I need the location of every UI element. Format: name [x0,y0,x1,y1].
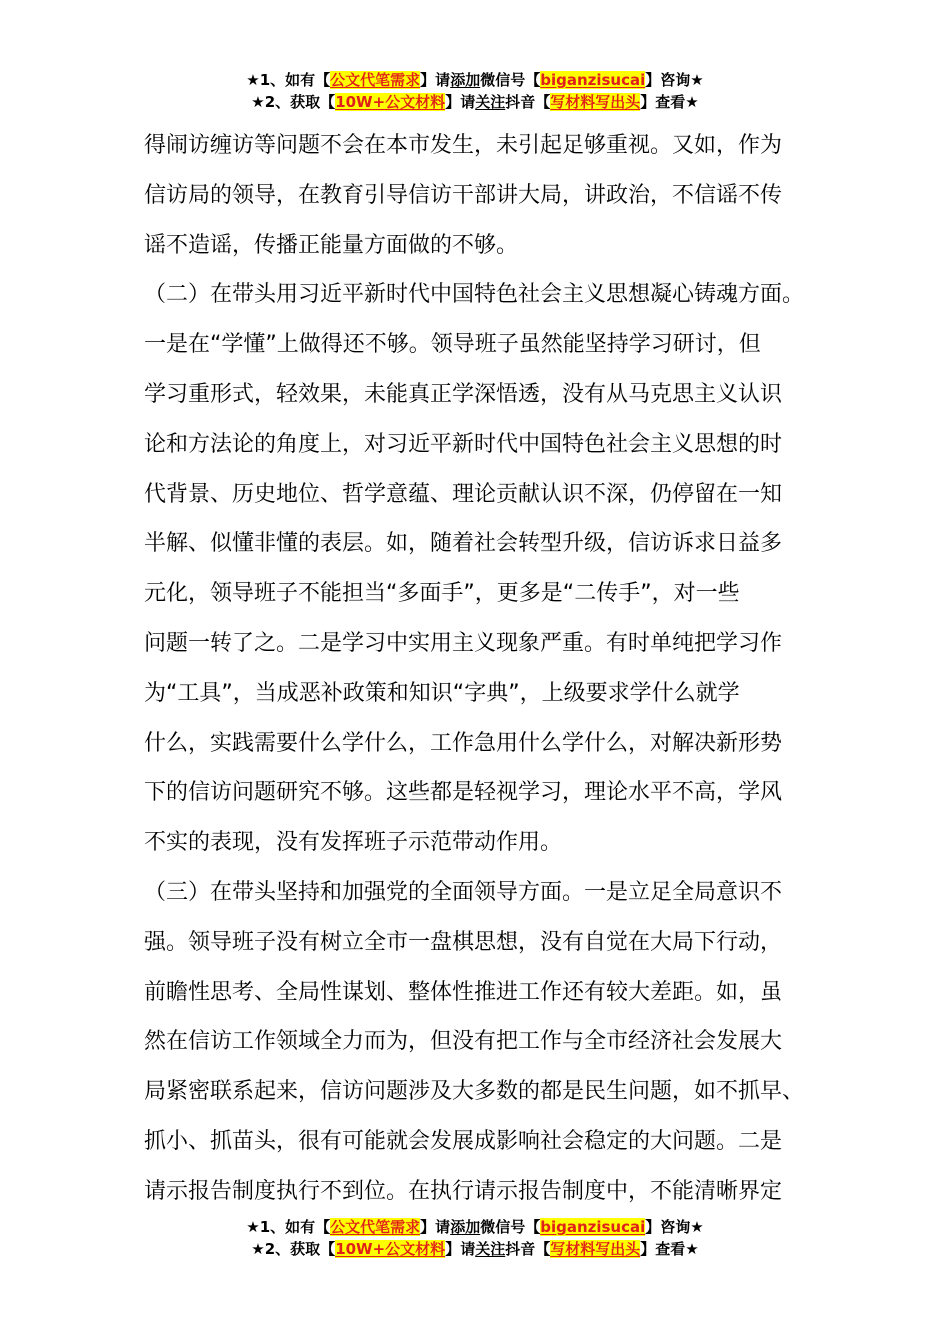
banner-text: 】请 [445,93,476,111]
underlined-text: 关注 [475,1240,506,1258]
text-line: 学习重形式，轻效果，未能真正学深悟透，没有从马克思主义认识 [144,381,783,407]
banner-text: 】查看★ [640,93,699,111]
text-line: 元化，领导班子不能担当“多面手”，更多是“二传手”，对一些 [144,581,740,607]
banner-text: 】请 [420,71,451,89]
text-line: （三）在带头坚持和加强党的全面领导方面。一是立足全局意识不 [144,879,783,905]
banner-line-2 [0,1238,950,1260]
banner-text: 】请 [420,1218,451,1236]
highlight-text: 公文代笔需求 [330,1218,421,1236]
document-body [144,121,824,1217]
text-line: 信访局的领导，在教育引导信访干部讲大局，讲政治，不信谣不传 [144,182,783,208]
text-line: 论和方法论的角度上，对习近平新时代中国特色社会主义思想的时 [144,431,783,457]
banner-text: ★1、如有【 [246,1218,331,1236]
text-line: 代背景、历史地位、哲学意蕴、理论贡献认识不深，仍停留在一知 [144,481,783,507]
bottom-banner [0,1216,950,1260]
top-banner [0,69,950,113]
highlight-text: 写材料写出头 [550,1240,641,1258]
highlight-text: 写材料写出头 [550,93,641,111]
banner-text: 微信号【 [480,1218,541,1236]
underlined-text: 添加 [450,1218,481,1236]
text-line: 前瞻性思考、全局性谋划、整体性推进工作还有较大差距。如，虽 [144,979,783,1005]
banner-text: 】咨询★ [645,1218,704,1236]
underlined-text: 关注 [475,93,506,111]
text-line: 不实的表现，没有发挥班子示范带动作用。 [144,830,563,856]
banner-text: 微信号【 [480,71,541,89]
banner-line-1 [0,69,950,91]
text-line: 半解、似懂非懂的表层。如，随着社会转型升级，信访诉求日益多 [144,531,783,557]
banner-text: 抖音【 [505,93,551,111]
text-line: 请示报告制度执行不到位。在执行请示报告制度中，不能清晰界定 [144,1178,783,1204]
banner-text: 】请 [445,1240,476,1258]
banner-text: ★1、如有【 [246,71,331,89]
text-line: 强。领导班子没有树立全市一盘棋思想，没有自觉在大局下行动， [144,929,783,955]
banner-text: 】查看★ [640,1240,699,1258]
banner-line-1 [0,1216,950,1238]
highlight-text: 10W+公文材料 [335,93,446,111]
text-line: 得闹访缠访等问题不会在本市发生，未引起足够重视。又如，作为 [144,133,783,158]
text-line: 局紧密联系起来，信访问题涉及大多数的都是民生问题，如不抓早、 [144,1079,805,1105]
highlight-text: 公文代笔需求 [330,71,421,89]
banner-text: ★2、获取【 [251,93,336,111]
text-line: 为“工具”，当成恶补政策和知识“字典”，上级要求学什么就学 [144,680,740,706]
text-line: 问题一转了之。二是学习中实用主义现象严重。有时单纯把学习作 [144,630,783,656]
banner-text: 】咨询★ [645,71,704,89]
text-line: 谣不造谣，传播正能量方面做的不够。 [144,232,519,258]
banner-line-2 [0,91,950,113]
highlight-text: biganzisucai [540,71,646,89]
highlight-text: biganzisucai [540,1218,646,1236]
banner-text: ★2、获取【 [251,1240,336,1258]
banner-text: 抖音【 [505,1240,551,1258]
text-line: 什么，实践需要什么学什么，工作急用什么学什么，对解决新形势 [144,730,783,756]
underlined-text: 添加 [450,71,481,89]
highlight-text: 10W+公文材料 [335,1240,446,1258]
text-line: 抓小、抓苗头，很有可能就会发展成影响社会稳定的大问题。二是 [144,1128,783,1154]
text-line: 一是在“学懂”上做得还不够。领导班子虽然能坚持学习研讨，但 [144,332,761,358]
text-line: 下的信访问题研究不够。这些都是轻视学习，理论水平不高，学风 [144,780,783,806]
text-line: （二）在带头用习近平新时代中国特色社会主义思想凝心铸魂方面。 [144,282,805,308]
text-line: 然在信访工作领域全力而为，但没有把工作与全市经济社会发展大 [144,1029,783,1055]
